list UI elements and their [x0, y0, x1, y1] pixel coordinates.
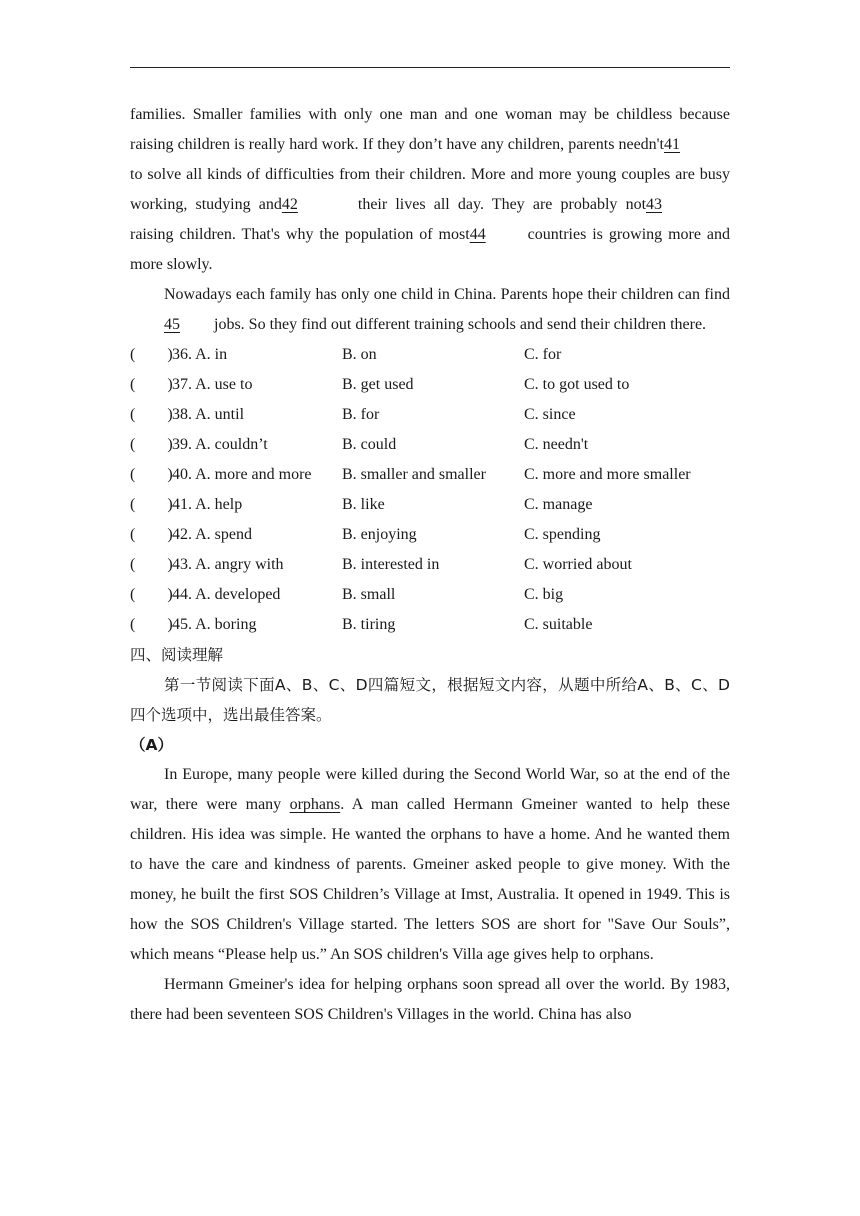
question-row — [130, 370, 730, 400]
question-list — [130, 340, 730, 640]
answer-paren[interactable]: ( ) — [130, 406, 173, 423]
option-a: 39. A. couldn’t — [172, 436, 268, 453]
option-a: 42. A. spend — [172, 526, 252, 543]
answer-paren[interactable]: ( ) — [130, 616, 173, 633]
option-b: B. tiring — [342, 616, 396, 633]
option-a: 45. A. boring — [172, 616, 257, 633]
text-span: jobs. So they find out different training schools and send their children there. — [214, 316, 707, 333]
cloze-paragraph-2 — [130, 280, 730, 340]
option-c: C. to got used to — [524, 376, 630, 393]
option-a: 41. A. help — [172, 496, 243, 513]
answer-paren[interactable]: ( ) — [130, 436, 173, 453]
page-content — [130, 100, 730, 1030]
question-row — [130, 490, 730, 520]
blank-45: 45 — [164, 316, 180, 333]
option-a: 36. A. in — [172, 346, 228, 363]
option-b: B. enjoying — [342, 526, 417, 543]
option-c: C. spending — [524, 526, 601, 543]
passage-paragraph-1 — [130, 760, 730, 970]
option-b: B. like — [342, 496, 385, 513]
question-row — [130, 400, 730, 430]
text-span: their lives all day. They are probably not — [357, 196, 647, 213]
option-b: B. for — [342, 406, 380, 423]
option-c: C. more and more smaller — [524, 466, 691, 483]
underlined-word-orphans: orphans — [289, 796, 341, 813]
option-a: 44. A. developed — [172, 586, 281, 603]
blank-41: 41 — [664, 136, 680, 153]
section-instruction: 第一节阅读下面A、B、C、D四篇短文，根据短文内容，从题中所给A、B、C、D四个选项中，选出最佳答案。 — [130, 676, 730, 724]
option-b: B. could — [342, 436, 397, 453]
option-c: C. since — [524, 406, 576, 423]
text-span: Nowadays each family has only one child in China. Parents hope their children can find — [164, 286, 730, 303]
text-span: countries is growing more and more slowly. — [130, 226, 731, 273]
text-span: raising children. That's why the population of most — [130, 226, 470, 243]
blank-43: 43 — [646, 196, 663, 213]
text-span: families. Smaller families with only one man and one woman may be childless because raising children is really hard work. If they don’t have any children, parents needn't — [130, 106, 730, 153]
section-heading: 四、阅读理解 — [130, 646, 224, 664]
header-rule — [130, 67, 730, 68]
option-c: C. suitable — [524, 616, 593, 633]
blank-44: 44 — [469, 226, 486, 243]
question-row — [130, 520, 730, 550]
option-c: C. needn't — [524, 436, 589, 453]
option-b: B. on — [342, 346, 377, 363]
answer-paren[interactable]: ( ) — [130, 556, 173, 573]
option-b: B. get used — [342, 376, 414, 393]
option-c: C. big — [524, 586, 564, 603]
passage-paragraph-2: Hermann Gmeiner's idea for helping orphans soon spread all over the world. By 1983, there had been seventeen SOS Children's Villages in the world. China has also — [130, 976, 730, 1023]
option-a: 43. A. angry with — [172, 556, 284, 573]
question-row — [130, 460, 730, 490]
option-c: C. worried about — [524, 556, 632, 573]
text-span: to solve all kinds of difficulties from their children. More and more young couples are busy working, studying and — [130, 166, 730, 213]
option-a: 38. A. until — [172, 406, 245, 423]
question-row — [130, 610, 730, 640]
option-a: 37. A. use to — [172, 376, 253, 393]
option-b: B. interested in — [342, 556, 440, 573]
option-c: C. for — [524, 346, 562, 363]
answer-paren[interactable]: ( ) — [130, 496, 173, 513]
answer-paren[interactable]: ( ) — [130, 586, 173, 603]
text-span: In Europe, many people were killed during the Second World War, so at the end of the war, there were many — [130, 766, 730, 813]
passage-title: （A） — [130, 736, 173, 754]
option-b: B. smaller and smaller — [342, 466, 486, 483]
text-span: . A man called Hermann Gmeiner wanted to help these children. His idea was simple. He wanted the orphans to have a home. And he wanted them to have the care and kindness of parents. Gmeiner asked people to give money. With the money, he built the first SOS Children’s Village at Imst, Australia. It opened in 1949. This is how the SOS Children's Village started. The letters SOS are short for "Save Our Souls”, which means “Please help us.” An SOS children's Villa age gives help to orphans. — [130, 796, 730, 963]
answer-paren[interactable]: ( ) — [130, 346, 173, 363]
blank-42: 42 — [281, 196, 298, 213]
answer-paren[interactable]: ( ) — [130, 466, 173, 483]
option-c: C. manage — [524, 496, 593, 513]
answer-paren[interactable]: ( ) — [130, 526, 173, 543]
question-row — [130, 550, 730, 580]
cloze-paragraph-1 — [130, 100, 730, 280]
question-row — [130, 580, 730, 610]
question-row — [130, 340, 730, 370]
option-a: 40. A. more and more — [172, 466, 312, 483]
answer-paren[interactable]: ( ) — [130, 376, 173, 393]
question-row — [130, 430, 730, 460]
option-b: B. small — [342, 586, 396, 603]
